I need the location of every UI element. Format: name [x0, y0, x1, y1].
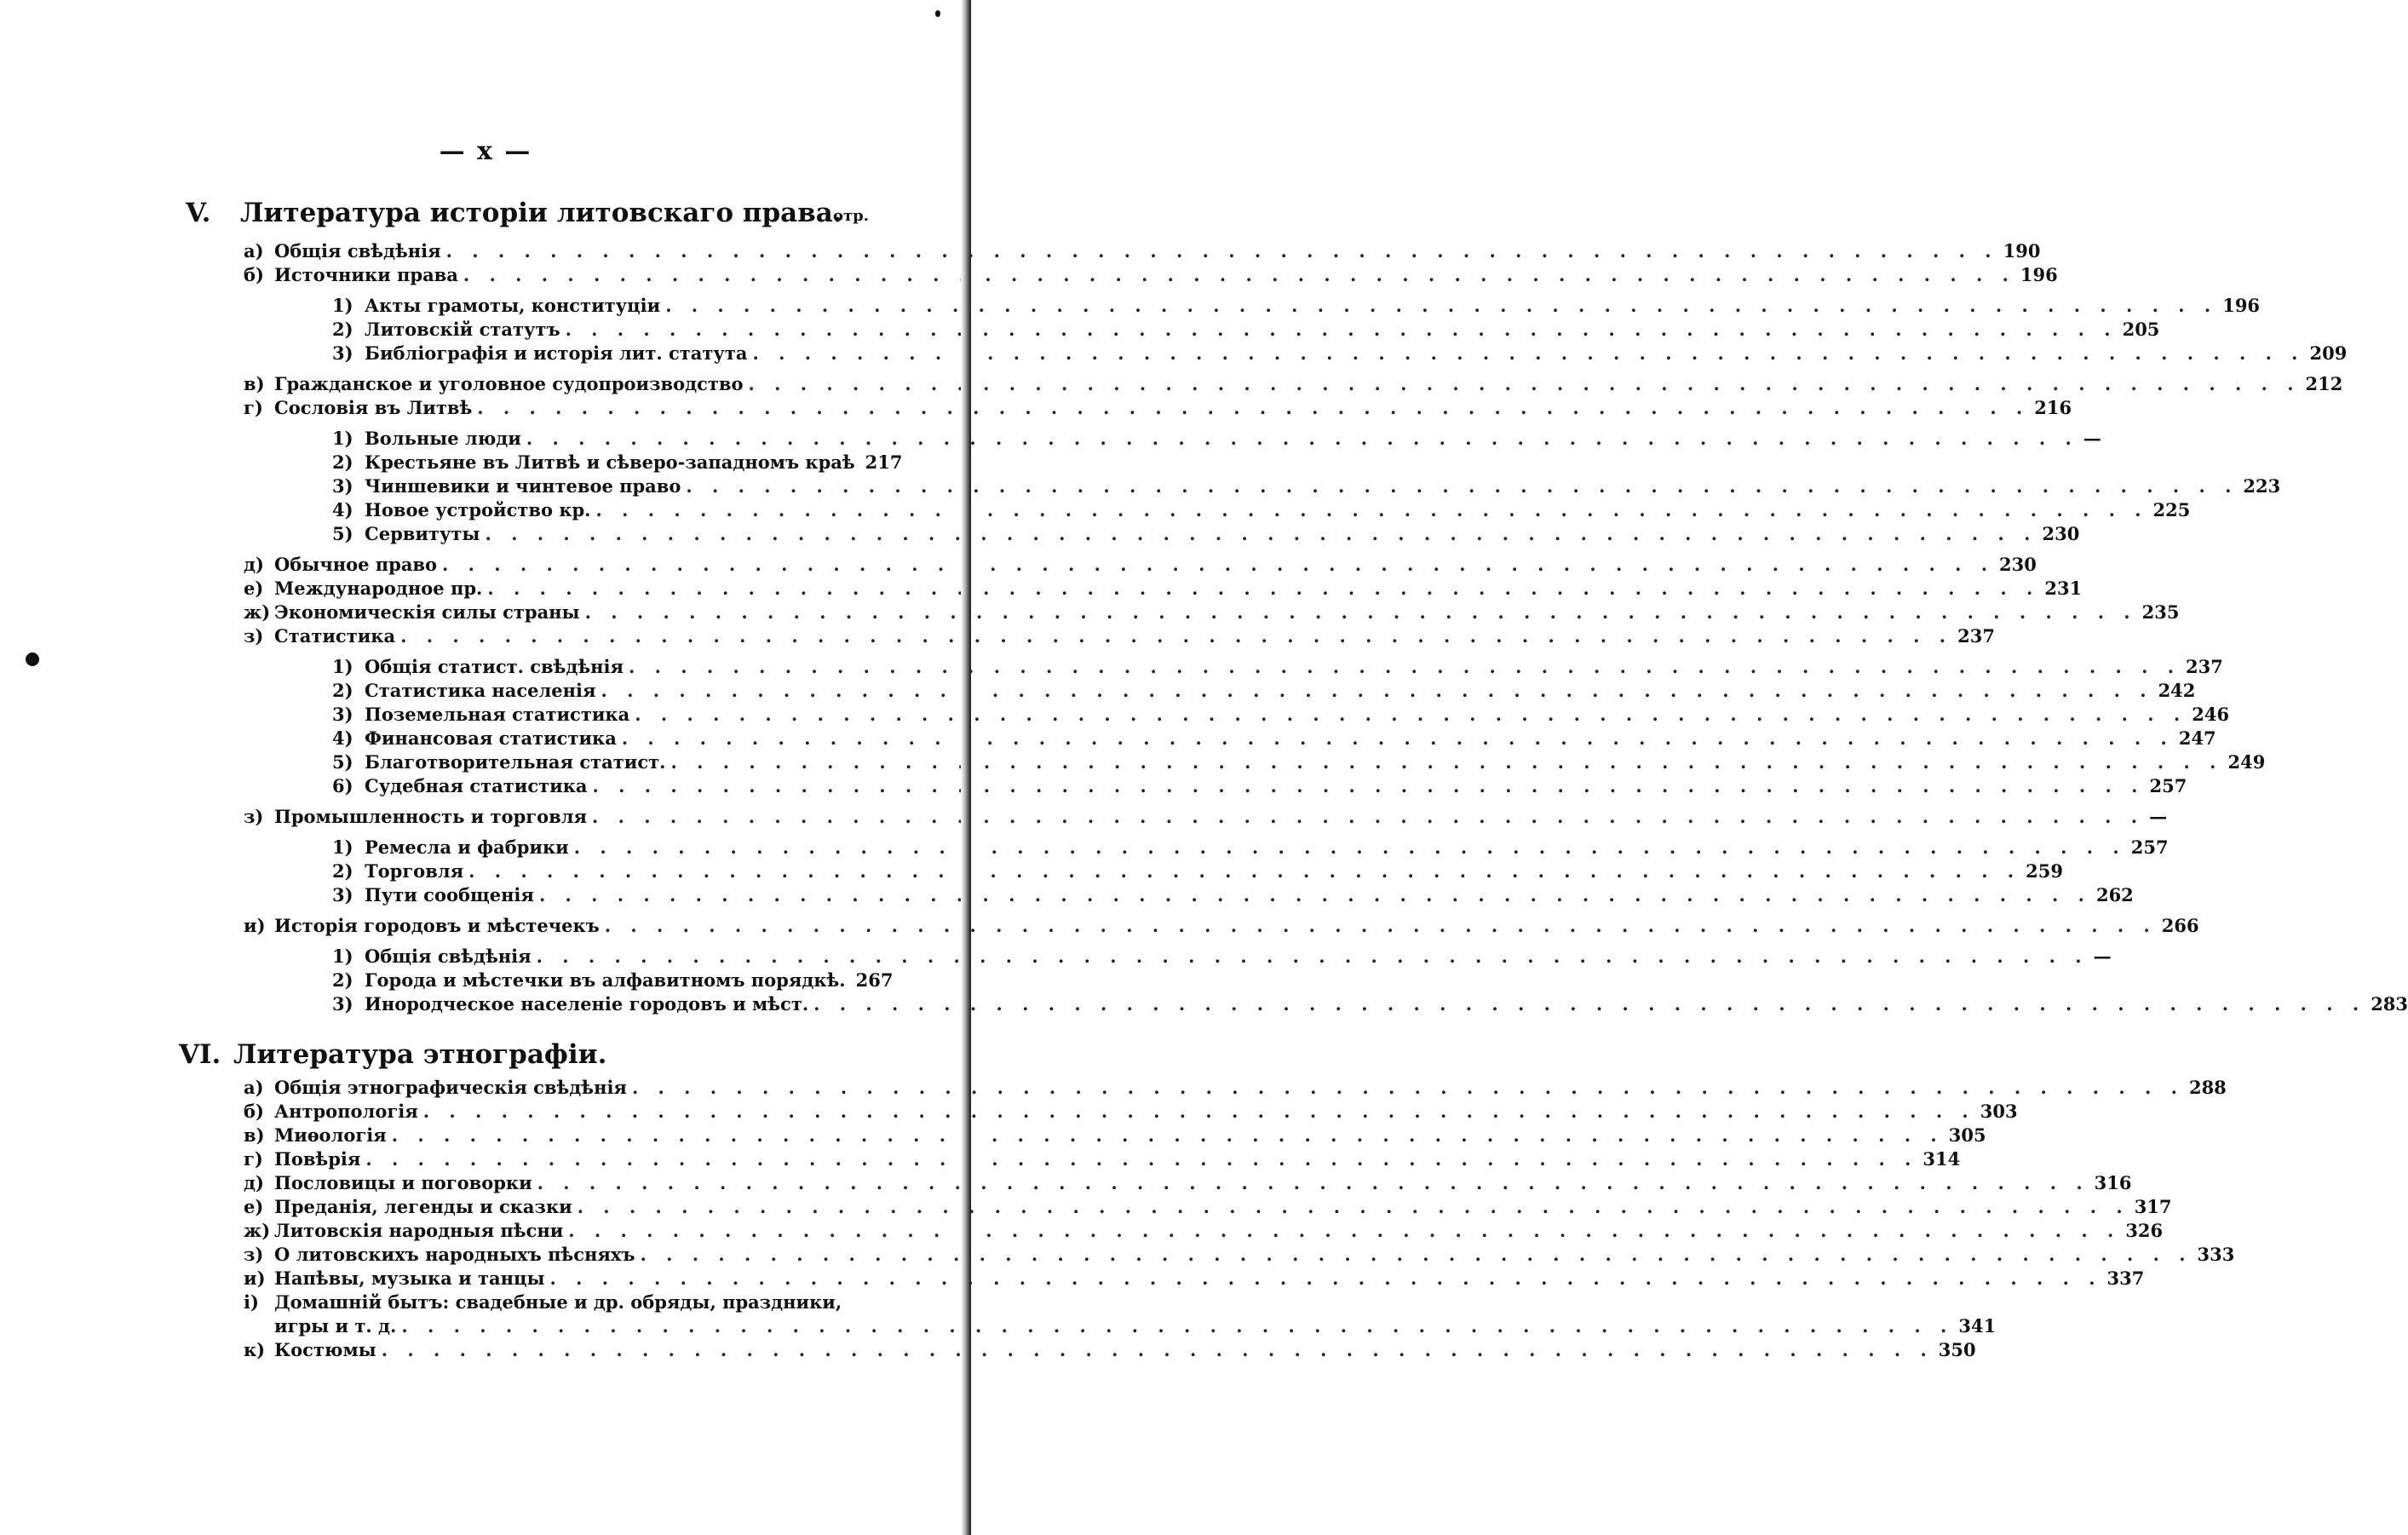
- toc-entry: [244, 600, 2180, 625]
- toc-entry-page: 283: [2371, 993, 2408, 1015]
- toc-entry-label: 4): [332, 499, 353, 520]
- toc-entry-title: игры и т. д.: [274, 1315, 397, 1337]
- toc-entry: [332, 474, 2281, 499]
- toc-entry: [244, 1099, 2018, 1124]
- toc-entry-label: г): [244, 1148, 263, 1170]
- dot-leader: [592, 804, 2144, 830]
- toc-entry-label: 6): [332, 775, 353, 796]
- toc-entry-label: 2): [332, 680, 353, 701]
- toc-entry-label: б): [244, 264, 264, 285]
- toc-entry-label: з): [244, 806, 264, 827]
- dot-leader: [632, 1075, 2184, 1101]
- dot-leader: [813, 992, 2365, 1017]
- toc-entry: [332, 882, 2134, 908]
- toc-entry-label: 1): [332, 295, 353, 316]
- toc-entry-title: Вольные люди: [365, 428, 521, 449]
- toc-entry: [332, 450, 903, 475]
- dot-leader: [537, 944, 2089, 969]
- dot-leader: [526, 426, 2078, 451]
- toc-entry-page: 230: [1999, 554, 2037, 575]
- toc-entry: [244, 1242, 2235, 1268]
- toc-entry-page: 259: [2026, 860, 2063, 882]
- toc-entry-title: Экономическія силы страны: [274, 601, 580, 623]
- toc-entry-title: Исторія городовъ и мѣстечекъ: [274, 915, 600, 936]
- dot-leader: [487, 576, 2039, 601]
- toc-entry-title: Статистика: [274, 625, 396, 647]
- toc-entry: [244, 1123, 1986, 1148]
- page-number: — x —: [439, 136, 532, 166]
- toc-entry-label: д): [244, 1172, 264, 1193]
- toc-entry-label: е): [244, 1196, 264, 1217]
- toc-entry-title: Судебная статистика: [365, 775, 588, 796]
- toc-entry-title: Международное пр.: [274, 578, 483, 599]
- toc-entry-label: 2): [332, 451, 353, 473]
- section-title-vi: [179, 1039, 606, 1070]
- toc-entry: [332, 497, 2191, 523]
- toc-entry-page: 257: [2130, 836, 2169, 858]
- toc-entry-title: Города и мѣстечки въ алфавитномъ порядкѣ.: [365, 969, 846, 991]
- toc-entry-title: Крестьяне въ Литвѣ и сѣверо-западномъ краѣ: [365, 451, 855, 473]
- dot-leader: [400, 624, 1952, 649]
- toc-entry: [332, 859, 2063, 884]
- toc-entry-page: 262: [2095, 884, 2134, 905]
- toc-entry: [244, 1218, 2164, 1244]
- toc-entry-page: 235: [2141, 601, 2180, 623]
- toc-entry-title: Преданія, легенды и сказки: [274, 1196, 572, 1217]
- toc-entry-page: 205: [2122, 319, 2160, 340]
- toc-entry-page: 231: [2044, 578, 2083, 599]
- toc-entry: [332, 426, 2101, 451]
- toc-entry: [332, 341, 2348, 366]
- toc-entry-page: —: [2149, 806, 2168, 827]
- toc-entry-page: 305: [1948, 1124, 1986, 1146]
- dot-leader: [665, 293, 2217, 319]
- toc-entry-label: і): [244, 1291, 259, 1313]
- dot-leader: [596, 497, 2148, 523]
- dot-leader: [622, 726, 2174, 751]
- section-roman: V.: [186, 198, 211, 228]
- toc-entry-page: 246: [2192, 704, 2230, 725]
- toc-entry-page: —: [2093, 946, 2112, 967]
- toc-entry-page: 237: [2186, 656, 2223, 677]
- toc-entry-page: 209: [2309, 342, 2348, 364]
- toc-entry-label: и): [244, 915, 266, 936]
- dot-leader: [423, 1099, 1975, 1124]
- toc-entry: [244, 552, 2037, 578]
- toc-entry-page: 316: [2094, 1172, 2132, 1193]
- dot-leader: [537, 1170, 2089, 1196]
- toc-entry-label: 4): [332, 727, 353, 749]
- toc-entry: [244, 1194, 2172, 1220]
- toc-entry-page: 242: [2158, 680, 2196, 701]
- dot-leader: [605, 913, 2157, 939]
- page-edge-shadow: [961, 0, 971, 1535]
- ink-speck: [26, 653, 39, 666]
- toc-entry-title: Пословицы и поговорки: [274, 1172, 532, 1193]
- toc-entry-page: 223: [2243, 475, 2281, 497]
- toc-entry-label: 2): [332, 319, 353, 340]
- toc-entry-label: г): [244, 397, 263, 418]
- toc-entry-page: 225: [2152, 499, 2191, 520]
- toc-entry-page: 266: [2161, 915, 2199, 936]
- toc-entry-label: 3): [332, 475, 353, 497]
- toc-entry: [332, 521, 2080, 547]
- toc-entry-label: а): [244, 1077, 264, 1098]
- dot-leader: [752, 341, 2304, 366]
- toc-entry-page: 267: [855, 969, 894, 991]
- dot-leader: [446, 239, 1998, 264]
- toc-entry-page: 314: [1922, 1148, 1961, 1170]
- dot-leader: [566, 317, 2118, 342]
- toc-entry-label: а): [244, 240, 264, 262]
- dot-leader: [641, 1242, 2192, 1268]
- toc-entry-page: 303: [1980, 1101, 2018, 1122]
- toc-entry-label: з): [244, 625, 264, 647]
- toc-entry-title: Пути сообщенія: [365, 884, 534, 905]
- toc-entry-label: 1): [332, 428, 353, 449]
- toc-entry-label: 2): [332, 969, 353, 991]
- toc-entry-title: Общія этнографическія свѣдѣнія: [274, 1077, 627, 1098]
- dot-leader: [550, 1266, 2102, 1291]
- toc-entry-title: Статистика населенія: [365, 680, 596, 701]
- toc-entry-page: 196: [2222, 295, 2261, 316]
- dot-leader: [382, 1337, 1934, 1363]
- dot-leader: [601, 678, 2153, 704]
- toc-entry: [332, 992, 2408, 1017]
- toc-entry-title: Повѣрія: [274, 1148, 361, 1170]
- toc-entry-title: Литовскій статутъ: [365, 319, 560, 340]
- toc-entry-page: 247: [2178, 727, 2216, 749]
- toc-entry-label: е): [244, 578, 264, 599]
- toc-entry-label: 1): [332, 836, 353, 858]
- toc-entry-title: Сословія въ Литвѣ: [274, 397, 473, 418]
- dot-leader: [365, 1147, 1917, 1172]
- section-roman: VI.: [179, 1039, 221, 1070]
- dot-leader: [568, 1218, 2120, 1244]
- dot-leader: [578, 1194, 2129, 1220]
- toc-entry-title: Промышленность и торговля: [274, 806, 588, 827]
- toc-entry-label: 3): [332, 884, 353, 905]
- section-title-v: [186, 198, 842, 228]
- dot-leader: [485, 521, 2037, 547]
- toc-entry: [244, 804, 2168, 830]
- toc-entry: [332, 678, 2196, 704]
- toc-entry-title: Чиншевики и чинтевое право: [365, 475, 681, 497]
- toc-entry-page: 288: [2188, 1077, 2227, 1098]
- toc-entry-label: 2): [332, 860, 353, 882]
- toc-entry-page: 317: [2134, 1196, 2172, 1217]
- dot-leader: [539, 882, 2091, 908]
- toc-entry: [332, 317, 2160, 342]
- toc-entry-page: 237: [1957, 625, 1995, 647]
- toc-entry: [244, 1147, 1961, 1172]
- toc-entry: [244, 624, 1995, 649]
- dot-leader: [635, 702, 2187, 727]
- toc-entry: [332, 726, 2216, 751]
- toc-entry-page: —: [2083, 428, 2101, 449]
- ink-speck: [935, 10, 940, 17]
- toc-entry-label: ж): [244, 1220, 271, 1241]
- toc-entry-title: Антропологія: [274, 1101, 418, 1122]
- toc-entry: [244, 395, 2072, 421]
- toc-entry: [332, 654, 2223, 680]
- toc-entry-title: Литовскія народныя пѣсни: [274, 1220, 564, 1241]
- toc-entry-page: 196: [2020, 264, 2058, 285]
- page-column-label: отр.: [832, 207, 869, 225]
- toc-entry-label: и): [244, 1268, 266, 1289]
- toc-entry: [244, 1266, 2145, 1291]
- toc-entry: [244, 576, 2083, 601]
- toc-entry-label: 3): [332, 342, 353, 364]
- toc-entry-title: Гражданское и уголовное судопроизводство: [274, 373, 744, 394]
- toc-entry-label: 1): [332, 656, 353, 677]
- toc-entry: [244, 1170, 2132, 1196]
- toc-entry-label: 5): [332, 751, 353, 773]
- toc-entry-title: Общія статист. свѣдѣнія: [365, 656, 624, 677]
- section-title-text: Литература исторіи литовскаго права.: [240, 198, 842, 228]
- toc-entry-title: Акты грамоты, конституціи: [365, 295, 661, 316]
- dot-leader: [401, 1314, 1953, 1339]
- toc-entry-label: 5): [332, 523, 353, 544]
- dot-leader: [463, 262, 2015, 288]
- toc-entry-label: б): [244, 1101, 264, 1122]
- toc-entry-title: Обычное право: [274, 554, 438, 575]
- dot-leader: [574, 835, 2126, 860]
- dot-leader: [392, 1123, 1944, 1148]
- toc-entry: [244, 239, 2041, 264]
- toc-entry: [244, 913, 2199, 939]
- toc-entry-title: Общія свѣдѣнія: [365, 946, 532, 967]
- toc-entry-label: в): [244, 373, 265, 394]
- toc-entry: [274, 1314, 1997, 1339]
- toc-entry-label: д): [244, 554, 264, 575]
- dot-leader: [629, 654, 2181, 680]
- toc-entry: [332, 773, 2187, 799]
- toc-entry-title: Костюмы: [274, 1339, 376, 1360]
- dot-leader: [585, 600, 2137, 625]
- toc-entry-title: Домашній бытъ: свадебные и др. обряды, праздники,: [274, 1291, 842, 1313]
- toc-entry: [244, 1075, 2227, 1101]
- toc-entry-title: Библіографія и исторія лит. статута: [365, 342, 748, 364]
- dot-leader: [749, 371, 2301, 397]
- toc-entry-label: в): [244, 1124, 265, 1146]
- toc-entry-label: 3): [332, 704, 353, 725]
- toc-entry-label: 1): [332, 946, 353, 967]
- toc-entry-page: 326: [2125, 1220, 2164, 1241]
- toc-entry: [332, 293, 2261, 319]
- toc-entry-title: Напѣвы, музыка и танцы: [274, 1268, 545, 1289]
- toc-entry-title: Миѳологія: [274, 1124, 387, 1146]
- toc-entry-page: 257: [2149, 775, 2187, 796]
- toc-entry-title: Благотворительная статист.: [365, 751, 666, 773]
- toc-entry: [332, 968, 894, 993]
- toc-entry-title: Торговля: [365, 860, 464, 882]
- toc-entry: [244, 1337, 1976, 1363]
- toc-entry-page: 212: [2305, 373, 2343, 394]
- toc-entry-title: Общія свѣдѣнія: [274, 240, 441, 262]
- toc-entry-title: Сервитуты: [365, 523, 480, 544]
- dot-leader: [468, 859, 2020, 884]
- toc-entry-title: Инородческое населеніе городовъ и мѣст.: [365, 993, 809, 1015]
- dot-leader: [686, 474, 2238, 499]
- toc-entry-title: Финансовая статистика: [365, 727, 617, 749]
- toc-entry-title: О литовскихъ народныхъ пѣсняхъ: [274, 1244, 635, 1265]
- toc-entry: [332, 835, 2169, 860]
- toc-entry-title: Новое устройство кр.: [365, 499, 591, 520]
- dot-leader: [592, 773, 2144, 799]
- dot-leader: [442, 552, 1994, 578]
- toc-entry-page: 217: [865, 451, 903, 473]
- toc-entry: [332, 750, 2266, 775]
- toc-entry-page: 249: [2227, 751, 2266, 773]
- toc-entry-label: ж): [244, 601, 271, 623]
- toc-entry-page: 230: [2042, 523, 2080, 544]
- dot-leader: [477, 395, 2029, 421]
- toc-entry: [244, 262, 2058, 288]
- toc-entry-page: 341: [1958, 1315, 1997, 1337]
- section-title-text: Литература этнографіи.: [233, 1039, 607, 1070]
- toc-entry: [244, 1290, 867, 1315]
- toc-entry-page: 350: [1938, 1339, 1976, 1360]
- toc-entry-title: Поземельная статистика: [365, 704, 630, 725]
- toc-entry: [244, 371, 2343, 397]
- toc-entry-label: з): [244, 1244, 264, 1265]
- toc-entry: [332, 944, 2112, 969]
- dot-leader: [670, 750, 2222, 775]
- toc-entry-title: Ремесла и фабрики: [365, 836, 569, 858]
- toc-entry-title: Источники права: [274, 264, 458, 285]
- toc-entry-label: к): [244, 1339, 266, 1360]
- toc-entry: [332, 702, 2230, 727]
- toc-entry-page: 190: [2003, 240, 2041, 262]
- toc-entry-label: 3): [332, 993, 353, 1015]
- toc-entry-page: 333: [2197, 1244, 2235, 1265]
- toc-entry-page: 337: [2106, 1268, 2145, 1289]
- toc-entry-page: 216: [2034, 397, 2072, 418]
